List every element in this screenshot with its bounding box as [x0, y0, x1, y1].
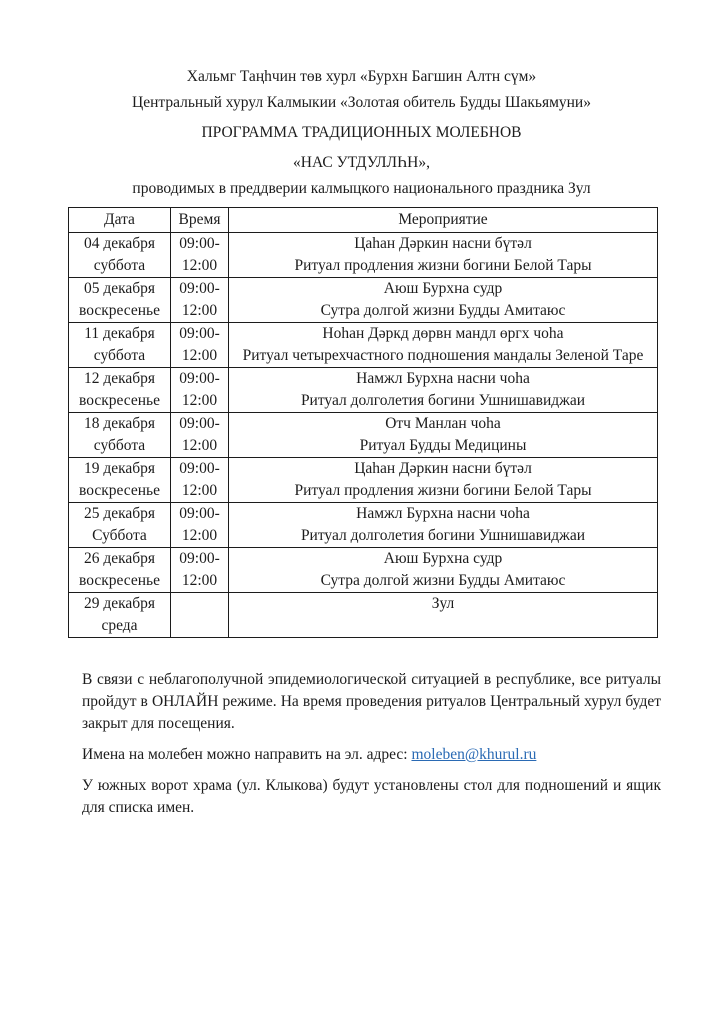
time-cell: 09:00- 12:00: [171, 503, 229, 548]
date-cell: 04 декабря суббота: [69, 233, 171, 278]
date-cell: 11 декабря суббота: [69, 323, 171, 368]
time-cell: 09:00- 12:00: [171, 323, 229, 368]
time-cell: 09:00- 12:00: [171, 368, 229, 413]
org-title-russian: Центральный хурул Калмыкии «Золотая обитель Будды Шакьямуни»: [132, 94, 591, 111]
note-email-text: Имена на молебен можно направить на эл. адрес:: [82, 746, 412, 763]
date-cell: 12 декабря воскресенье: [69, 368, 171, 413]
program-description: проводимых в преддверии калмыцкого национального праздника Зул: [132, 180, 591, 197]
event-cell: Намжл Бурхна насни чоһа Ритуал долголетия богини Ушнишавиджаи: [229, 368, 658, 413]
table-row: [69, 233, 658, 278]
table-row: [69, 503, 658, 548]
date-cell: 18 декабря суббота: [69, 413, 171, 458]
time-cell: 09:00- 12:00: [171, 278, 229, 323]
event-cell: Зул: [229, 593, 658, 638]
date-cell: 05 декабря воскресенье: [69, 278, 171, 323]
org-title-kalmyk: Хальмг Таңһчин төв хурл «Бурхн Багшин Алтн сүм»: [186, 68, 537, 85]
event-cell: Отч Манлан чоһа Ритуал Будды Медицины: [229, 413, 658, 458]
time-cell: 09:00- 12:00: [171, 233, 229, 278]
column-header-event: Мероприятие: [229, 208, 658, 233]
schedule-table: [68, 207, 658, 638]
time-cell: 09:00- 12:00: [171, 548, 229, 593]
event-cell: Аюш Бурхна судр Сутра долгой жизни Будды Амитаюс: [229, 278, 658, 323]
program-subtitle: «НАС УТДУЛЛҺН»,: [293, 154, 430, 171]
note-email: [82, 744, 661, 766]
date-cell: 26 декабря воскресенье: [69, 548, 171, 593]
table-row: [69, 458, 658, 503]
time-cell: 09:00- 12:00: [171, 413, 229, 458]
table-row: [69, 278, 658, 323]
email-link[interactable]: moleben@khurul.ru: [411, 746, 537, 763]
notes-section: [82, 669, 661, 819]
table-row: [69, 323, 658, 368]
table-row: [69, 548, 658, 593]
date-cell: 19 декабря воскресенье: [69, 458, 171, 503]
column-header-time: Время: [171, 208, 229, 233]
date-cell: 29 декабря среда: [69, 593, 171, 638]
table-row: [69, 368, 658, 413]
note-online-mode: В связи с неблагополучной эпидемиологической ситуацией в республике, все ритуалы пройдут в ОНЛАЙН режиме. На время проведения ритуалов Центральный хурул будет закрыт для посещения.: [82, 671, 661, 732]
event-cell: Цаһан Дәркин насни бүтәл Ритуал продления жизни богини Белой Тары: [229, 458, 658, 503]
event-cell: Аюш Бурхна судр Сутра долгой жизни Будды Амитаюс: [229, 548, 658, 593]
date-cell: 25 декабря Суббота: [69, 503, 171, 548]
table-row: [69, 413, 658, 458]
event-cell: Цаһан Дәркин насни бүтәл Ритуал продления жизни богини Белой Тары: [229, 233, 658, 278]
time-cell: 09:00- 12:00: [171, 458, 229, 503]
table-row: [69, 593, 658, 638]
column-header-date: Дата: [69, 208, 171, 233]
time-cell: [171, 593, 229, 638]
event-cell: Намжл Бурхна насни чоһа Ритуал долголетия богини Ушнишавиджаи: [229, 503, 658, 548]
program-title: ПРОГРАММА ТРАДИЦИОННЫХ МОЛЕБНОВ: [201, 124, 522, 141]
event-cell: Ноһан Дәркд дөрвн мандл өргх чоһа Ритуал четырехчастного подношения мандалы Зеленой Таре: [229, 323, 658, 368]
document-header: [0, 0, 723, 202]
table-header-row: [69, 208, 658, 233]
note-south-gates: У южных ворот храма (ул. Клыкова) будут установлены стол для подношений и ящик для списка имен.: [82, 777, 661, 816]
